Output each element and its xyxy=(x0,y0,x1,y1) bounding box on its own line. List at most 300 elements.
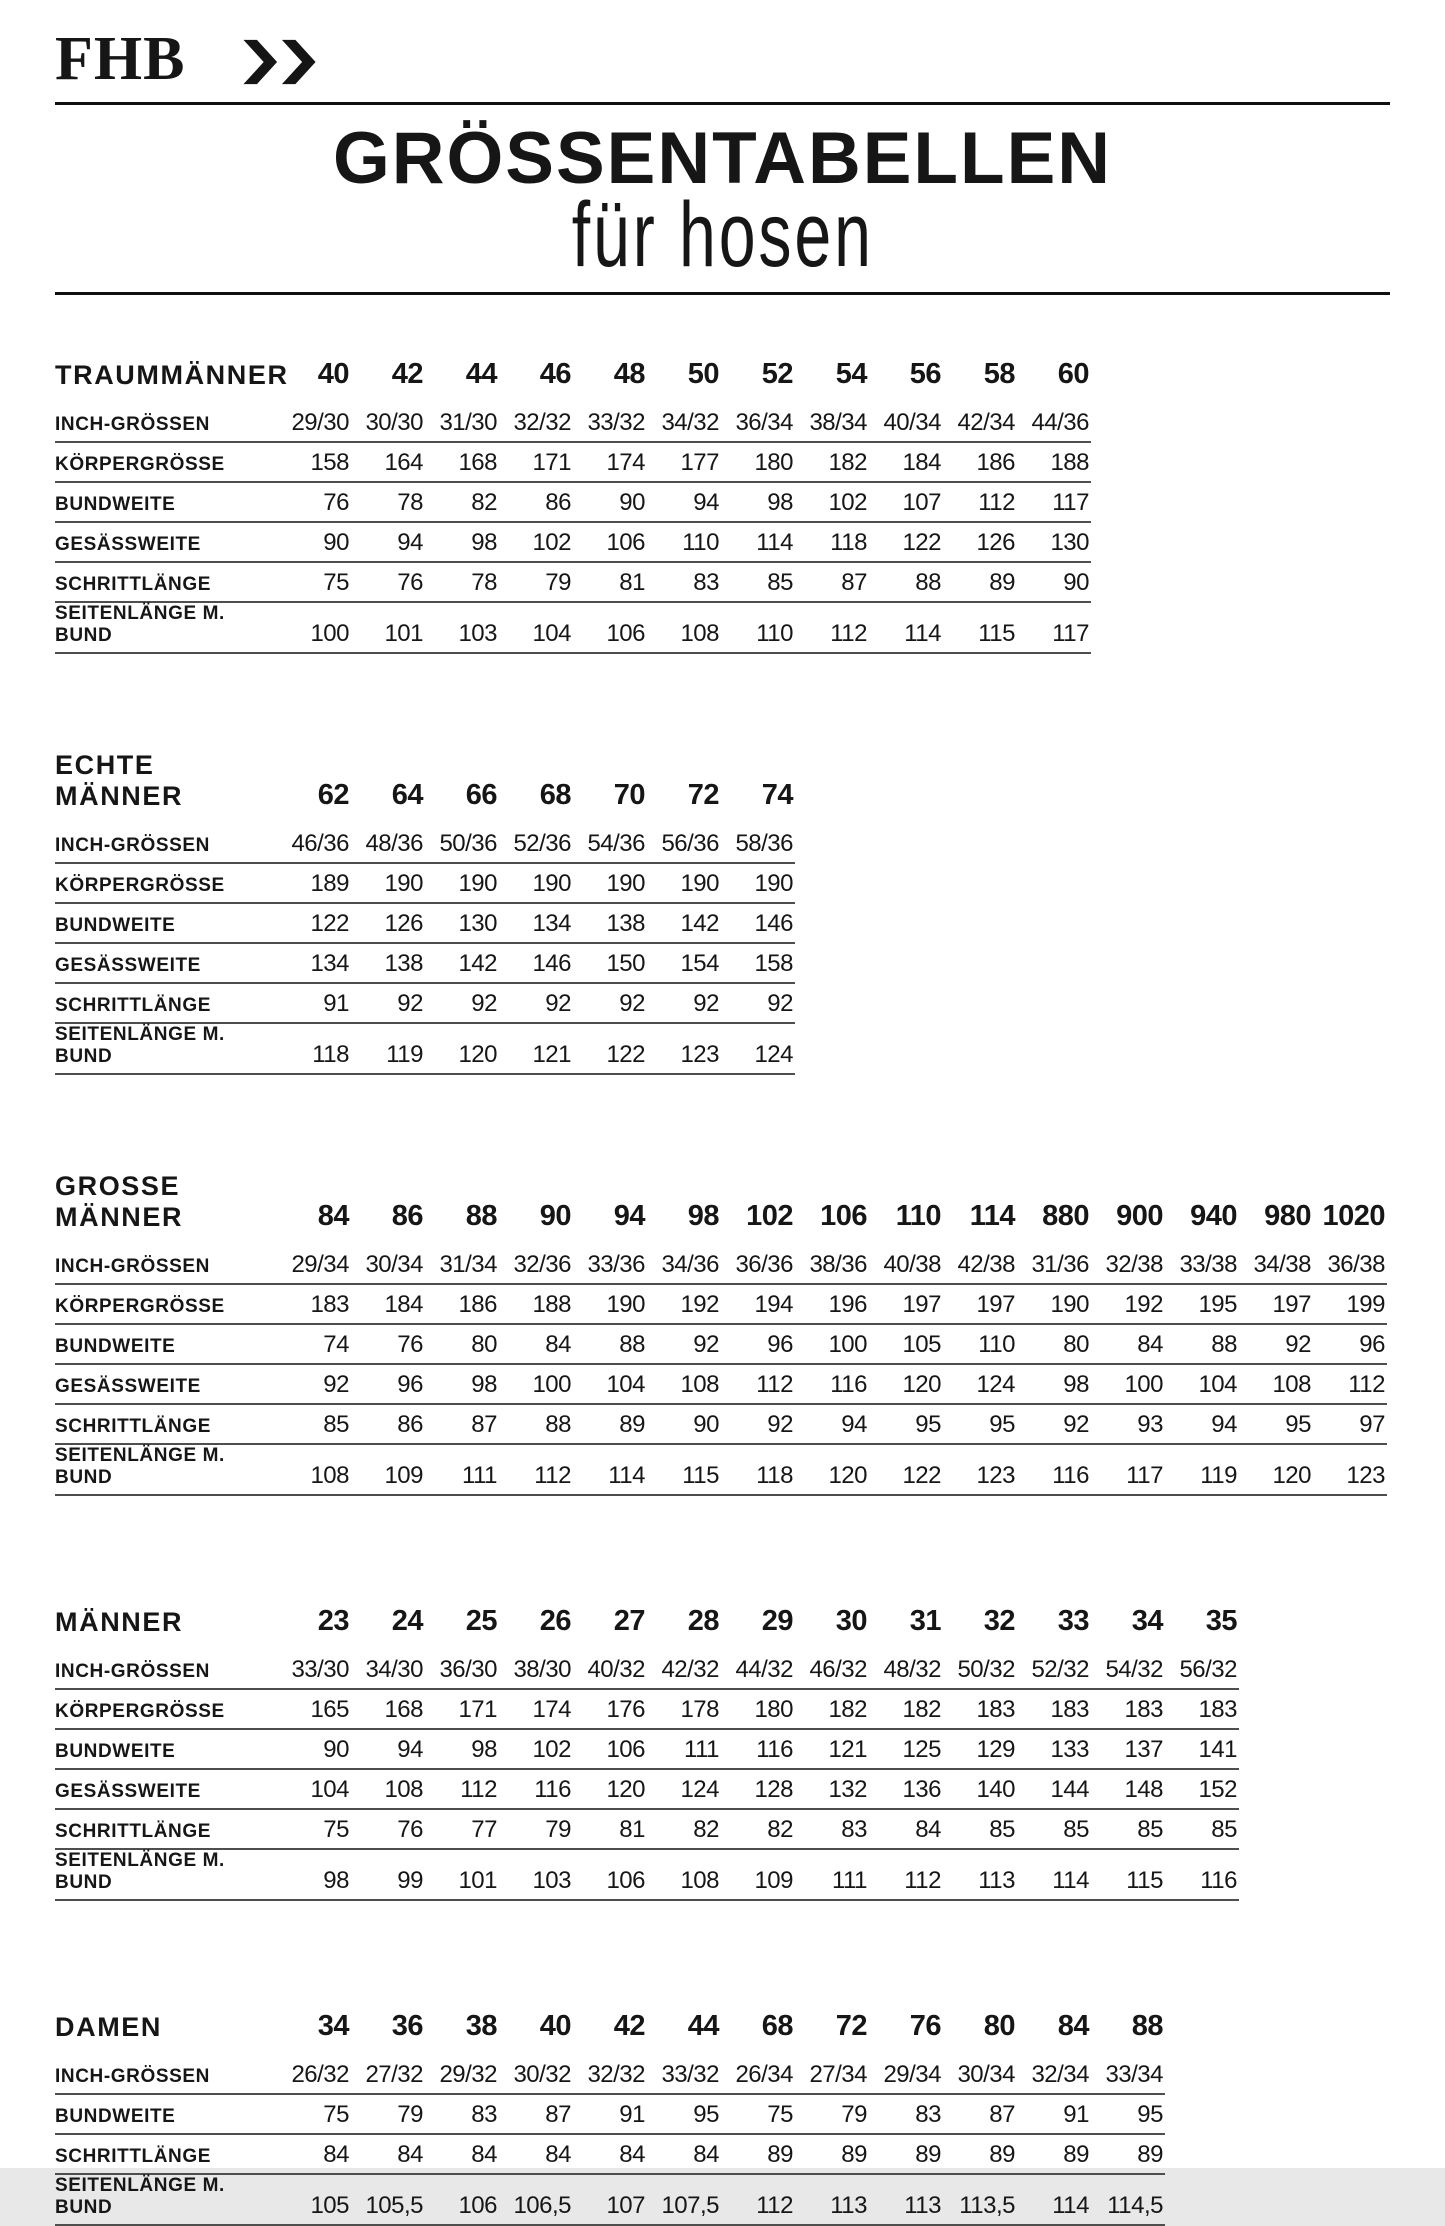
cell-value: 80 xyxy=(1017,1324,1091,1364)
cell-value: 101 xyxy=(425,1849,499,1900)
cell-value: 133 xyxy=(1017,1729,1091,1769)
cell-value: 26/34 xyxy=(721,2055,795,2094)
cell-value: 171 xyxy=(499,442,573,482)
size-col-header: 68 xyxy=(761,2009,793,2042)
cell-value: 98 xyxy=(277,1849,351,1900)
cell-value: 122 xyxy=(869,1444,943,1495)
cell-value: 114 xyxy=(869,602,943,653)
cell-value: 103 xyxy=(499,1849,573,1900)
cell-value: 121 xyxy=(499,1023,573,1074)
size-col-header: 98 xyxy=(687,1199,719,1232)
cell-value: 76 xyxy=(351,1809,425,1849)
cell-value: 84 xyxy=(351,2134,425,2174)
cell-value: 122 xyxy=(573,1023,647,1074)
cell-value: 182 xyxy=(795,1689,869,1729)
cell-value: 109 xyxy=(721,1849,795,1900)
size-col-header: 28 xyxy=(687,1604,719,1637)
cell-value: 148 xyxy=(1091,1769,1165,1809)
size-col-header: 60 xyxy=(1057,357,1089,390)
cell-value: 118 xyxy=(277,1023,351,1074)
cell-value: 192 xyxy=(1091,1284,1165,1324)
size-col-header: 35 xyxy=(1205,1604,1237,1637)
cell-value: 89 xyxy=(573,1404,647,1444)
cell-value: 87 xyxy=(795,562,869,602)
size-col-header: 900 xyxy=(1116,1199,1163,1232)
size-col-header: 114 xyxy=(969,1199,1015,1232)
cell-value: 32/34 xyxy=(1017,2055,1091,2094)
cell-value: 52/36 xyxy=(499,824,573,863)
table-row xyxy=(55,482,1091,522)
cell-value: 122 xyxy=(277,903,351,943)
cell-value: 90 xyxy=(1017,562,1091,602)
cell-value: 40/38 xyxy=(869,1245,943,1284)
cell-value: 107 xyxy=(869,482,943,522)
cell-value: 29/30 xyxy=(277,403,351,442)
size-col-header: 38 xyxy=(465,2009,497,2042)
cell-value: 124 xyxy=(721,1023,795,1074)
cell-value: 112 xyxy=(499,1444,573,1495)
cell-value: 87 xyxy=(943,2094,1017,2134)
cell-value: 180 xyxy=(721,1689,795,1729)
cell-value: 38/30 xyxy=(499,1650,573,1689)
cell-value: 79 xyxy=(499,1809,573,1849)
cell-value: 36/30 xyxy=(425,1650,499,1689)
size-table xyxy=(55,345,1091,654)
row-label: INCH-GRÖSSEN xyxy=(55,2055,277,2094)
cell-value: 112 xyxy=(795,602,869,653)
cell-value: 30/34 xyxy=(943,2055,1017,2094)
cell-value: 126 xyxy=(943,522,1017,562)
size-col-header: 29 xyxy=(761,1604,793,1637)
cell-value: 128 xyxy=(721,1769,795,1809)
size-col-header: 94 xyxy=(613,1199,645,1232)
cell-value: 82 xyxy=(647,1809,721,1849)
cell-value: 107 xyxy=(573,2174,647,2225)
cell-value: 33/30 xyxy=(277,1650,351,1689)
cell-value: 85 xyxy=(1091,1809,1165,1849)
size-col-header: 25 xyxy=(465,1604,497,1637)
size-col-header: 66 xyxy=(465,778,497,811)
cell-value: 29/34 xyxy=(277,1245,351,1284)
row-label: KÖRPERGRÖSSE xyxy=(55,1689,277,1729)
row-label: SEITENLÄNGE M. BUND xyxy=(55,2174,277,2225)
cell-value: 87 xyxy=(499,2094,573,2134)
cell-value: 100 xyxy=(1091,1364,1165,1404)
cell-value: 99 xyxy=(351,1849,425,1900)
cell-value: 100 xyxy=(795,1324,869,1364)
cell-value: 103 xyxy=(425,602,499,653)
cell-value: 31/36 xyxy=(1017,1245,1091,1284)
cell-value: 93 xyxy=(1091,1404,1165,1444)
cell-value: 54/32 xyxy=(1091,1650,1165,1689)
brand-logo-text: FHB xyxy=(55,25,186,93)
size-col-header: 56 xyxy=(909,357,941,390)
row-label: KÖRPERGRÖSSE xyxy=(55,442,277,482)
cell-value: 192 xyxy=(647,1284,721,1324)
size-col-header: 50 xyxy=(687,357,719,390)
cell-value: 120 xyxy=(1239,1444,1313,1495)
cell-value: 174 xyxy=(499,1689,573,1729)
cell-value: 85 xyxy=(277,1404,351,1444)
cell-value: 120 xyxy=(869,1364,943,1404)
cell-value: 95 xyxy=(943,1404,1017,1444)
cell-value: 188 xyxy=(499,1284,573,1324)
table-row xyxy=(55,824,795,863)
size-col-header: 48 xyxy=(613,357,645,390)
cell-value: 112 xyxy=(721,2174,795,2225)
cell-value: 82 xyxy=(425,482,499,522)
cell-value: 88 xyxy=(573,1324,647,1364)
size-table-header-row xyxy=(55,1592,1239,1650)
cell-value: 74 xyxy=(277,1324,351,1364)
size-col-header: 72 xyxy=(835,2009,867,2042)
table-row xyxy=(55,1769,1239,1809)
cell-value: 42/34 xyxy=(943,403,1017,442)
table-row xyxy=(55,602,1091,653)
table-title: GROSSE MÄNNER xyxy=(55,1170,184,1232)
cell-value: 92 xyxy=(573,983,647,1023)
cell-value: 154 xyxy=(647,943,721,983)
row-label: SCHRITTLÄNGE xyxy=(55,2134,277,2174)
size-col-header: 52 xyxy=(761,357,793,390)
table-row xyxy=(55,1284,1387,1324)
cell-value: 112 xyxy=(1313,1364,1387,1404)
size-table-header-row xyxy=(55,345,1091,403)
cell-value: 190 xyxy=(721,863,795,903)
row-label: SEITENLÄNGE M. BUND xyxy=(55,602,277,653)
table-row xyxy=(55,1729,1239,1769)
size-col-header: 88 xyxy=(465,1199,497,1232)
cell-value: 168 xyxy=(425,442,499,482)
cell-value: 190 xyxy=(573,863,647,903)
cell-value: 92 xyxy=(499,983,573,1023)
cell-value: 106 xyxy=(425,2174,499,2225)
cell-value: 130 xyxy=(1017,522,1091,562)
cell-value: 174 xyxy=(573,442,647,482)
cell-value: 183 xyxy=(943,1689,1017,1729)
size-col-header: 36 xyxy=(391,2009,423,2042)
cell-value: 113,5 xyxy=(943,2174,1017,2225)
table-title: TRAUMMÄNNER xyxy=(55,359,289,390)
cell-value: 180 xyxy=(721,442,795,482)
cell-value: 27/34 xyxy=(795,2055,869,2094)
cell-value: 81 xyxy=(573,562,647,602)
cell-value: 144 xyxy=(1017,1769,1091,1809)
cell-value: 84 xyxy=(869,1809,943,1849)
row-label: SEITENLÄNGE M. BUND xyxy=(55,1849,277,1900)
cell-value: 115 xyxy=(647,1444,721,1495)
cell-value: 138 xyxy=(351,943,425,983)
cell-value: 124 xyxy=(943,1364,1017,1404)
row-label: INCH-GRÖSSEN xyxy=(55,1650,277,1689)
cell-value: 116 xyxy=(721,1729,795,1769)
cell-value: 118 xyxy=(721,1444,795,1495)
cell-value: 75 xyxy=(721,2094,795,2134)
table-row xyxy=(55,562,1091,602)
cell-value: 101 xyxy=(351,602,425,653)
cell-value: 88 xyxy=(869,562,943,602)
cell-value: 98 xyxy=(425,1364,499,1404)
table-title: MÄNNER xyxy=(55,1606,184,1637)
cell-value: 108 xyxy=(277,1444,351,1495)
cell-value: 130 xyxy=(425,903,499,943)
cell-value: 106 xyxy=(573,1729,647,1769)
cell-value: 108 xyxy=(351,1769,425,1809)
cell-value: 150 xyxy=(573,943,647,983)
cell-value: 108 xyxy=(647,1364,721,1404)
row-label: BUNDWEITE xyxy=(55,2094,277,2134)
cell-value: 44/32 xyxy=(721,1650,795,1689)
size-col-header: 84 xyxy=(1057,2009,1089,2042)
cell-value: 146 xyxy=(721,903,795,943)
cell-value: 94 xyxy=(1165,1404,1239,1444)
cell-value: 77 xyxy=(425,1809,499,1849)
cell-value: 105,5 xyxy=(351,2174,425,2225)
cell-value: 125 xyxy=(869,1729,943,1769)
cell-value: 87 xyxy=(425,1404,499,1444)
cell-value: 91 xyxy=(1017,2094,1091,2134)
cell-value: 183 xyxy=(1017,1689,1091,1729)
cell-value: 116 xyxy=(1165,1849,1239,1900)
cell-value: 92 xyxy=(1239,1324,1313,1364)
cell-value: 34/30 xyxy=(351,1650,425,1689)
cell-value: 48/36 xyxy=(351,824,425,863)
size-col-header: 31 xyxy=(909,1604,941,1637)
size-col-header: 86 xyxy=(391,1199,423,1232)
cell-value: 102 xyxy=(499,1729,573,1769)
cell-value: 183 xyxy=(277,1284,351,1324)
cell-value: 38/34 xyxy=(795,403,869,442)
size-col-header: 46 xyxy=(539,357,571,390)
cell-value: 94 xyxy=(647,482,721,522)
size-col-header: 42 xyxy=(613,2009,645,2042)
cell-value: 94 xyxy=(795,1404,869,1444)
cell-value: 100 xyxy=(499,1364,573,1404)
table-row xyxy=(55,983,795,1023)
cell-value: 84 xyxy=(1091,1324,1165,1364)
table-row xyxy=(55,863,795,903)
cell-value: 92 xyxy=(721,1404,795,1444)
cell-value: 199 xyxy=(1313,1284,1387,1324)
double-right-chevron-icon xyxy=(241,37,319,87)
cell-value: 182 xyxy=(795,442,869,482)
cell-value: 82 xyxy=(721,1809,795,1849)
cell-value: 118 xyxy=(795,522,869,562)
page-subtitle: für hosen xyxy=(571,183,874,286)
cell-value: 32/32 xyxy=(499,403,573,442)
row-label: GESÄSSWEITE xyxy=(55,522,277,562)
cell-value: 46/36 xyxy=(277,824,351,863)
row-label: BUNDWEITE xyxy=(55,1729,277,1769)
cell-value: 89 xyxy=(869,2134,943,2174)
cell-value: 194 xyxy=(721,1284,795,1324)
size-col-header: 76 xyxy=(909,2009,941,2042)
cell-value: 78 xyxy=(425,562,499,602)
cell-value: 85 xyxy=(943,1809,1017,1849)
size-table xyxy=(55,1997,1165,2226)
cell-value: 75 xyxy=(277,562,351,602)
size-col-header: 34 xyxy=(1131,1604,1163,1637)
cell-value: 112 xyxy=(869,1849,943,1900)
size-col-header: 940 xyxy=(1190,1199,1237,1232)
cell-value: 106 xyxy=(573,522,647,562)
size-col-header: 88 xyxy=(1131,2009,1163,2042)
cell-value: 116 xyxy=(1017,1444,1091,1495)
cell-value: 36/36 xyxy=(721,1245,795,1284)
cell-value: 54/36 xyxy=(573,824,647,863)
cell-value: 158 xyxy=(721,943,795,983)
size-col-header: 58 xyxy=(983,357,1015,390)
cell-value: 190 xyxy=(1017,1284,1091,1324)
table-row xyxy=(55,943,795,983)
cell-value: 197 xyxy=(1239,1284,1313,1324)
cell-value: 88 xyxy=(499,1404,573,1444)
table-row xyxy=(55,2174,1165,2225)
cell-value: 92 xyxy=(647,983,721,1023)
cell-value: 33/36 xyxy=(573,1245,647,1284)
cell-value: 184 xyxy=(869,442,943,482)
size-col-header: 74 xyxy=(761,778,793,811)
cell-value: 90 xyxy=(573,482,647,522)
size-col-header: 90 xyxy=(539,1199,571,1232)
cell-value: 97 xyxy=(1313,1404,1387,1444)
cell-value: 116 xyxy=(499,1769,573,1809)
cell-value: 33/38 xyxy=(1165,1245,1239,1284)
cell-value: 109 xyxy=(351,1444,425,1495)
table-title: ECHTE MÄNNER xyxy=(55,749,184,811)
table-row xyxy=(55,1650,1239,1689)
cell-value: 40/34 xyxy=(869,403,943,442)
cell-value: 120 xyxy=(795,1444,869,1495)
table-row xyxy=(55,1404,1387,1444)
cell-value: 33/32 xyxy=(573,403,647,442)
cell-value: 89 xyxy=(721,2134,795,2174)
cell-value: 110 xyxy=(721,602,795,653)
cell-value: 84 xyxy=(277,2134,351,2174)
cell-value: 189 xyxy=(277,863,351,903)
cell-value: 80 xyxy=(425,1324,499,1364)
cell-value: 34/36 xyxy=(647,1245,721,1284)
cell-value: 76 xyxy=(277,482,351,522)
table-title: DAMEN xyxy=(55,2011,162,2042)
cell-value: 120 xyxy=(573,1769,647,1809)
cell-value: 105 xyxy=(869,1324,943,1364)
cell-value: 94 xyxy=(351,1729,425,1769)
cell-value: 190 xyxy=(573,1284,647,1324)
cell-value: 129 xyxy=(943,1729,1017,1769)
size-table-header-row xyxy=(55,1997,1165,2055)
cell-value: 104 xyxy=(573,1364,647,1404)
cell-value: 132 xyxy=(795,1769,869,1809)
cell-value: 34/38 xyxy=(1239,1245,1313,1284)
cell-value: 119 xyxy=(1165,1444,1239,1495)
cell-value: 182 xyxy=(869,1689,943,1729)
size-col-header: 72 xyxy=(687,778,719,811)
cell-value: 48/32 xyxy=(869,1650,943,1689)
cell-value: 104 xyxy=(499,602,573,653)
table-row xyxy=(55,1324,1387,1364)
size-table-header-row xyxy=(55,750,795,824)
cell-value: 38/36 xyxy=(795,1245,869,1284)
cell-value: 112 xyxy=(721,1364,795,1404)
cell-value: 44/36 xyxy=(1017,403,1091,442)
cell-value: 112 xyxy=(425,1769,499,1809)
cell-value: 190 xyxy=(499,863,573,903)
cell-value: 107,5 xyxy=(647,2174,721,2225)
cell-value: 117 xyxy=(1091,1444,1165,1495)
cell-value: 90 xyxy=(277,1729,351,1769)
cell-value: 184 xyxy=(351,1284,425,1324)
size-col-header: 26 xyxy=(539,1604,571,1637)
size-col-header: 54 xyxy=(835,357,867,390)
cell-value: 92 xyxy=(351,983,425,1023)
cell-value: 196 xyxy=(795,1284,869,1324)
cell-value: 52/32 xyxy=(1017,1650,1091,1689)
table-row xyxy=(55,1809,1239,1849)
row-label: GESÄSSWEITE xyxy=(55,1364,277,1404)
size-col-header: 84 xyxy=(317,1199,349,1232)
cell-value: 106,5 xyxy=(499,2174,573,2225)
size-table xyxy=(55,1171,1387,1496)
cell-value: 197 xyxy=(869,1284,943,1324)
cell-value: 89 xyxy=(795,2134,869,2174)
cell-value: 112 xyxy=(943,482,1017,522)
cell-value: 98 xyxy=(721,482,795,522)
cell-value: 116 xyxy=(795,1364,869,1404)
cell-value: 113 xyxy=(943,1849,1017,1900)
cell-value: 36/38 xyxy=(1313,1245,1387,1284)
cell-value: 85 xyxy=(721,562,795,602)
cell-value: 33/34 xyxy=(1091,2055,1165,2094)
cell-value: 102 xyxy=(795,482,869,522)
header-divider-top xyxy=(55,102,1390,105)
cell-value: 32/32 xyxy=(573,2055,647,2094)
cell-value: 89 xyxy=(943,562,1017,602)
row-label: SCHRITTLÄNGE xyxy=(55,1404,277,1444)
size-col-header: 32 xyxy=(983,1604,1015,1637)
cell-value: 96 xyxy=(1313,1324,1387,1364)
cell-value: 165 xyxy=(277,1689,351,1729)
cell-value: 137 xyxy=(1091,1729,1165,1769)
cell-value: 152 xyxy=(1165,1769,1239,1809)
cell-value: 123 xyxy=(1313,1444,1387,1495)
cell-value: 121 xyxy=(795,1729,869,1769)
tables-container xyxy=(55,345,1390,2226)
cell-value: 171 xyxy=(425,1689,499,1729)
size-col-header: 106 xyxy=(820,1199,867,1232)
cell-value: 190 xyxy=(647,863,721,903)
table-row xyxy=(55,1444,1387,1495)
cell-value: 36/34 xyxy=(721,403,795,442)
cell-value: 95 xyxy=(1091,2094,1165,2134)
row-label: GESÄSSWEITE xyxy=(55,1769,277,1809)
table-row xyxy=(55,2055,1165,2094)
row-label: GESÄSSWEITE xyxy=(55,943,277,983)
cell-value: 114 xyxy=(1017,2174,1091,2225)
cell-value: 114 xyxy=(573,1444,647,1495)
cell-value: 119 xyxy=(351,1023,425,1074)
table-row xyxy=(55,442,1091,482)
cell-value: 108 xyxy=(1239,1364,1313,1404)
row-label: INCH-GRÖSSEN xyxy=(55,824,277,863)
cell-value: 32/38 xyxy=(1091,1245,1165,1284)
row-label: BUNDWEITE xyxy=(55,482,277,522)
cell-value: 92 xyxy=(721,983,795,1023)
size-col-header: 980 xyxy=(1264,1199,1311,1232)
page-title: GRÖSSENTABELLEN xyxy=(333,118,1112,199)
cell-value: 142 xyxy=(647,903,721,943)
cell-value: 115 xyxy=(1091,1849,1165,1900)
